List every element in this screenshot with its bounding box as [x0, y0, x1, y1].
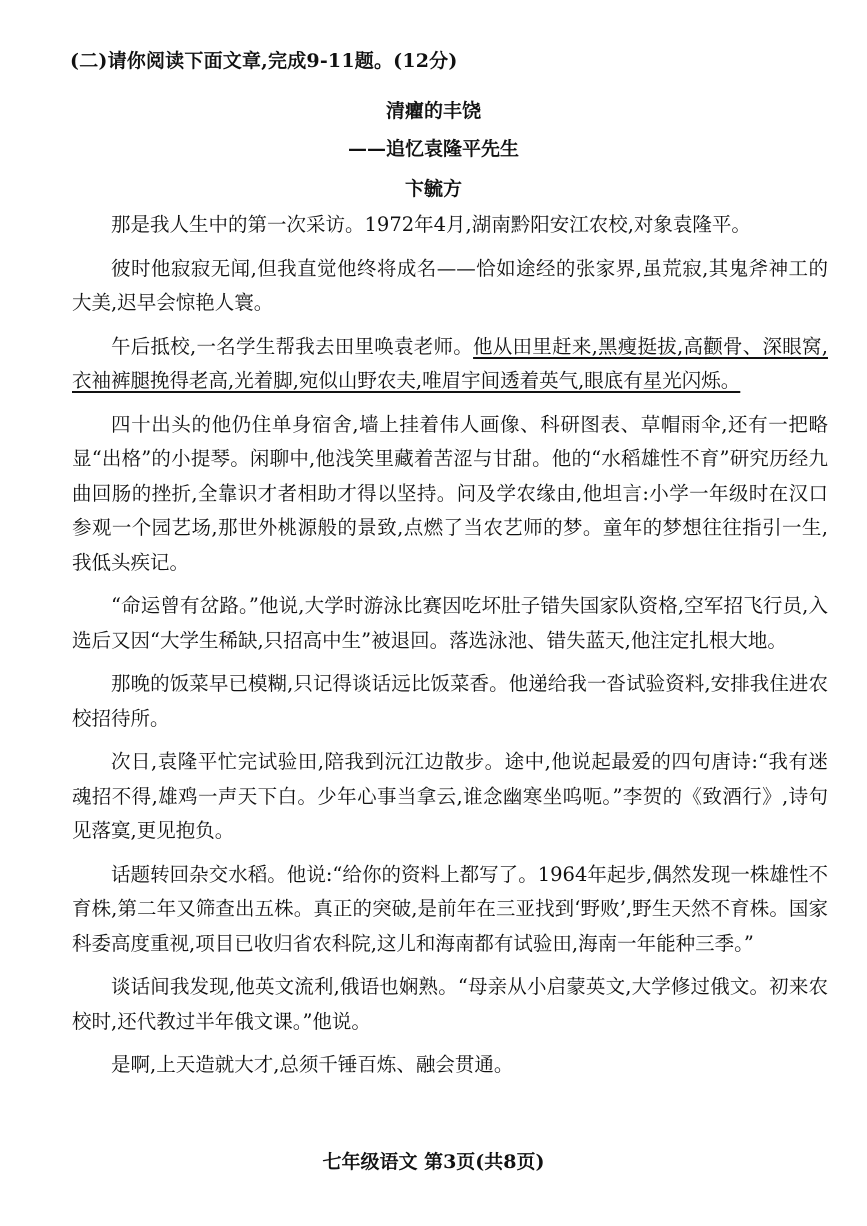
section-header: (二)请你阅读下面文章,完成9-11题。(12分): [70, 50, 458, 72]
article-body: [72, 208, 828, 1083]
paragraph-3-underlined: 他从田里赶来,黑瘦挺拔,高颧骨、深眼窝,衣袖裤腿挽得老高,光着脚,宛似山野农夫,唯眉宇间透着英气,眼底有星光闪烁。: [72, 334, 828, 392]
article-subtitle: ——追忆袁隆平先生: [347, 138, 519, 160]
paragraph-9: 谈话间我发现,他英文流利,俄语也娴熟。“母亲从小启蒙英文,大学修过俄文。初来农校时,还代教过半年俄文课。”他说。: [72, 975, 828, 1033]
paragraph-10: 是啊,上天造就大才,总须千锤百炼、融会贯通。: [111, 1053, 514, 1076]
article-title: 清癯的丰饶: [385, 100, 481, 122]
paragraph-3: [72, 330, 828, 399]
page-footer: 七年级语文 第3页(共8页): [322, 1151, 545, 1173]
paragraph-5: “命运曾有岔路。”他说,大学时游泳比赛因吃坏肚子错失国家队资格,空军招飞行员,入选后又因“大学生稀缺,只招高中生”被退回。落选泳池、错失蓝天,他注定扎根大地。: [72, 594, 828, 652]
paragraph-2: 彼时他寂寂无闻,但我直觉他终将成名——恰如途经的张家界,虽荒寂,其鬼斧神工的大美,迟早会惊艳人寰。: [72, 256, 828, 314]
paragraph-8: 话题转回杂交水稻。他说:“给你的资料上都写了。1964年起步,偶然发现一株雄性不育株,第二年又筛查出五株。真正的突破,是前年在三亚找到‘野败’,野生天然不育株。国家科委高度重视,项目已收归省农科院,这儿和海南都有试验田,海南一年能种三季。”: [72, 862, 828, 955]
paragraph-4: 四十出头的他仍住单身宿舍,墙上挂着伟人画像、科研图表、草帽雨伞,还有一把略显“出格”的小提琴。闲聊中,他浅笑里藏着苦涩与甘甜。他的“水稻雄性不育”研究历经九曲回肠的挫折,全靠识才者相助才得以坚持。问及学农缘由,他坦言:小学一年级时在汉口参观一个园艺场,那世外桃源般的景致,点燃了当农艺师的梦。童年的梦想往往指引一生,我低头疾记。: [72, 412, 828, 574]
paragraph-7: 次日,袁隆平忙完试验田,陪我到沅江边散步。途中,他说起最爱的四句唐诗:“我有迷魂招不得,雄鸡一声天下白。少年心事当拿云,谁念幽寒坐呜呃。”李贺的《致酒行》,诗句见落寞,更见抱负。: [72, 750, 828, 842]
paragraph-1: 那是我人生中的第一次采访。1972年4月,湖南黔阳安江农校,对象袁隆平。: [111, 213, 751, 236]
article-author: 卞毓方: [404, 178, 462, 200]
paragraph-6: 那晚的饭菜早已模糊,只记得谈话远比饭菜香。他递给我一沓试验资料,安排我住进农校招待所。: [72, 672, 828, 730]
paragraph-3-plain: 午后抵校,一名学生帮我去田里唤袁老师。: [111, 334, 474, 358]
